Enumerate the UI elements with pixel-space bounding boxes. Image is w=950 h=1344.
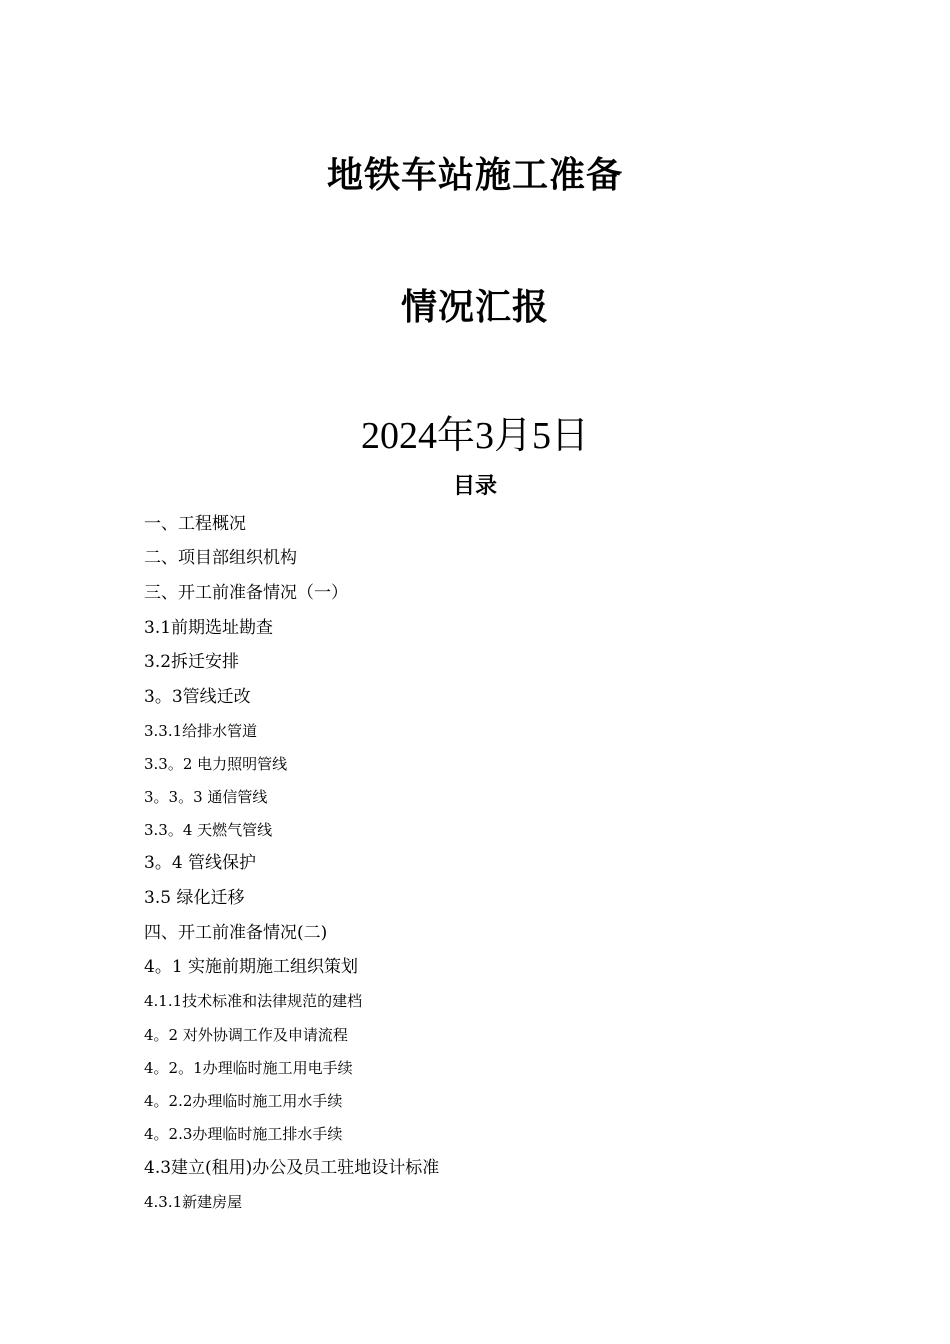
toc-item: 4。2.3办理临时施工排水手续 <box>144 1125 343 1143</box>
toc-item: 4.3建立(租用)办公及员工驻地设计标准 <box>144 1158 440 1178</box>
toc-item: 4。1 实施前期施工组织策划 <box>144 957 359 977</box>
toc-item: 3.2拆迁安排 <box>144 652 240 672</box>
document-title-line-2: 情况汇报 <box>400 287 549 328</box>
toc-item: 4。2。1办理临时施工用电手续 <box>144 1059 353 1077</box>
toc-item: 三、开工前准备情况（一） <box>144 583 348 603</box>
toc-item: 3.3。2 电力照明管线 <box>144 755 288 773</box>
toc-item: 3.3。4 天燃气管线 <box>144 821 273 839</box>
toc-item: 一、工程概况 <box>144 514 246 534</box>
toc-item: 3。3。3 通信管线 <box>144 788 268 806</box>
document-date: 2024年3月5日 <box>360 415 589 457</box>
toc-item: 二、项目部组织机构 <box>144 548 297 568</box>
toc-item: 4.3.1新建房屋 <box>144 1193 243 1211</box>
toc-item: 3。3管线迁改 <box>144 687 251 707</box>
toc-item: 3.5 绿化迁移 <box>144 888 245 908</box>
toc-item: 四、开工前准备情况(二) <box>144 923 328 943</box>
toc-item: 3。4 管线保护 <box>144 853 257 873</box>
toc-item: 4。2.2办理临时施工用水手续 <box>144 1092 343 1110</box>
toc-item: 4。2 对外协调工作及申请流程 <box>144 1026 348 1044</box>
toc-item: 3.1前期选址勘查 <box>144 618 274 638</box>
toc-item: 3.3.1给排水管道 <box>144 722 258 740</box>
toc-item: 4.1.1技术标准和法律规范的建档 <box>144 992 363 1010</box>
document-title-line-1: 地铁车站施工准备 <box>326 155 623 196</box>
toc-heading: 目录 <box>452 474 497 499</box>
